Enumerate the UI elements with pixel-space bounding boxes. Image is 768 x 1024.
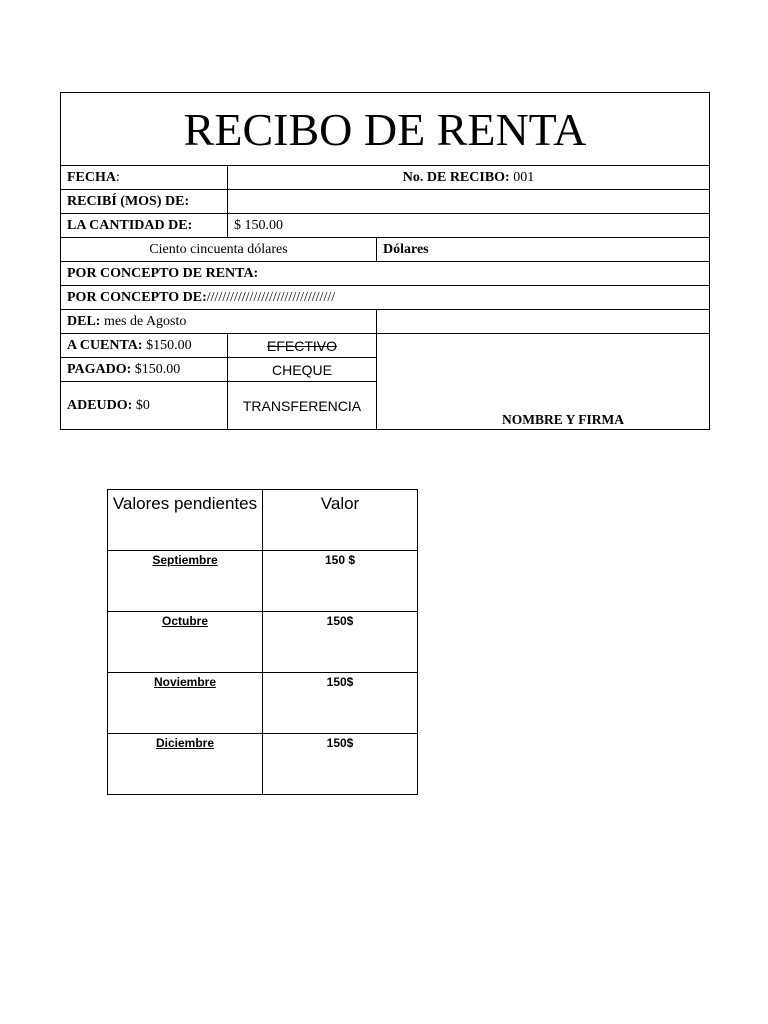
pending-month: Noviembre — [108, 673, 263, 734]
pending-month: Octubre — [108, 612, 263, 673]
pagado-cell — [61, 358, 228, 382]
pending-header-left: Valores pendientes — [108, 490, 263, 551]
cantidad-label: LA CANTIDAD DE: — [61, 214, 228, 238]
pending-value: 150$ — [263, 612, 418, 673]
del-empty — [377, 310, 710, 334]
concepto-label: POR CONCEPTO DE: — [67, 289, 207, 305]
receipt-table — [60, 92, 710, 430]
fecha-cell — [61, 166, 228, 190]
pending-header-right: Valor — [263, 490, 418, 551]
del-value: mes de Agosto — [103, 313, 187, 329]
a-cuenta-value: $150.00 — [146, 337, 192, 353]
recibi-value — [228, 190, 710, 214]
cantidad-value: $ 150.00 — [228, 214, 710, 238]
pending-month: Diciembre — [108, 734, 263, 795]
pending-month: Septiembre — [108, 551, 263, 612]
transferencia-option: TRANSFERENCIA — [228, 382, 377, 430]
pending-value: 150$ — [263, 673, 418, 734]
a-cuenta-cell — [61, 334, 228, 358]
recibo-value: 001 — [513, 169, 535, 185]
signature-cell — [377, 334, 710, 430]
efectivo-option: EFECTIVO — [228, 334, 377, 358]
signature-label: NOMBRE Y FIRMA — [502, 412, 624, 427]
fecha-label: FECHA — [67, 169, 116, 185]
receipt-title: RECIBO DE RENTA — [61, 93, 710, 166]
pagado-label: PAGADO: — [67, 361, 132, 377]
pending-value: 150$ — [263, 734, 418, 795]
concepto-renta-label: POR CONCEPTO DE RENTA: — [61, 262, 710, 286]
del-cell — [61, 310, 377, 334]
recibo-number-cell — [228, 166, 710, 190]
cantidad-letra: Ciento cincuenta dólares — [61, 238, 377, 262]
concepto-cell — [61, 286, 710, 310]
moneda: Dólares — [377, 238, 710, 262]
pending-value: 150 $ — [263, 551, 418, 612]
recibi-label: RECIBÍ (MOS) DE: — [61, 190, 228, 214]
fecha-colon: : — [116, 169, 120, 185]
del-label: DEL: — [67, 313, 101, 329]
cheque-option: CHEQUE — [228, 358, 377, 382]
pagado-value: $150.00 — [134, 361, 181, 377]
adeudo-value: $0 — [135, 397, 150, 413]
recibo-label: No. DE RECIBO: — [402, 169, 510, 185]
pending-values-table — [107, 489, 418, 795]
concepto-value: ///////////////////////////////// — [206, 289, 336, 305]
adeudo-label: ADEUDO: — [67, 397, 133, 413]
adeudo-cell — [61, 382, 228, 430]
a-cuenta-label: A CUENTA: — [67, 337, 143, 353]
